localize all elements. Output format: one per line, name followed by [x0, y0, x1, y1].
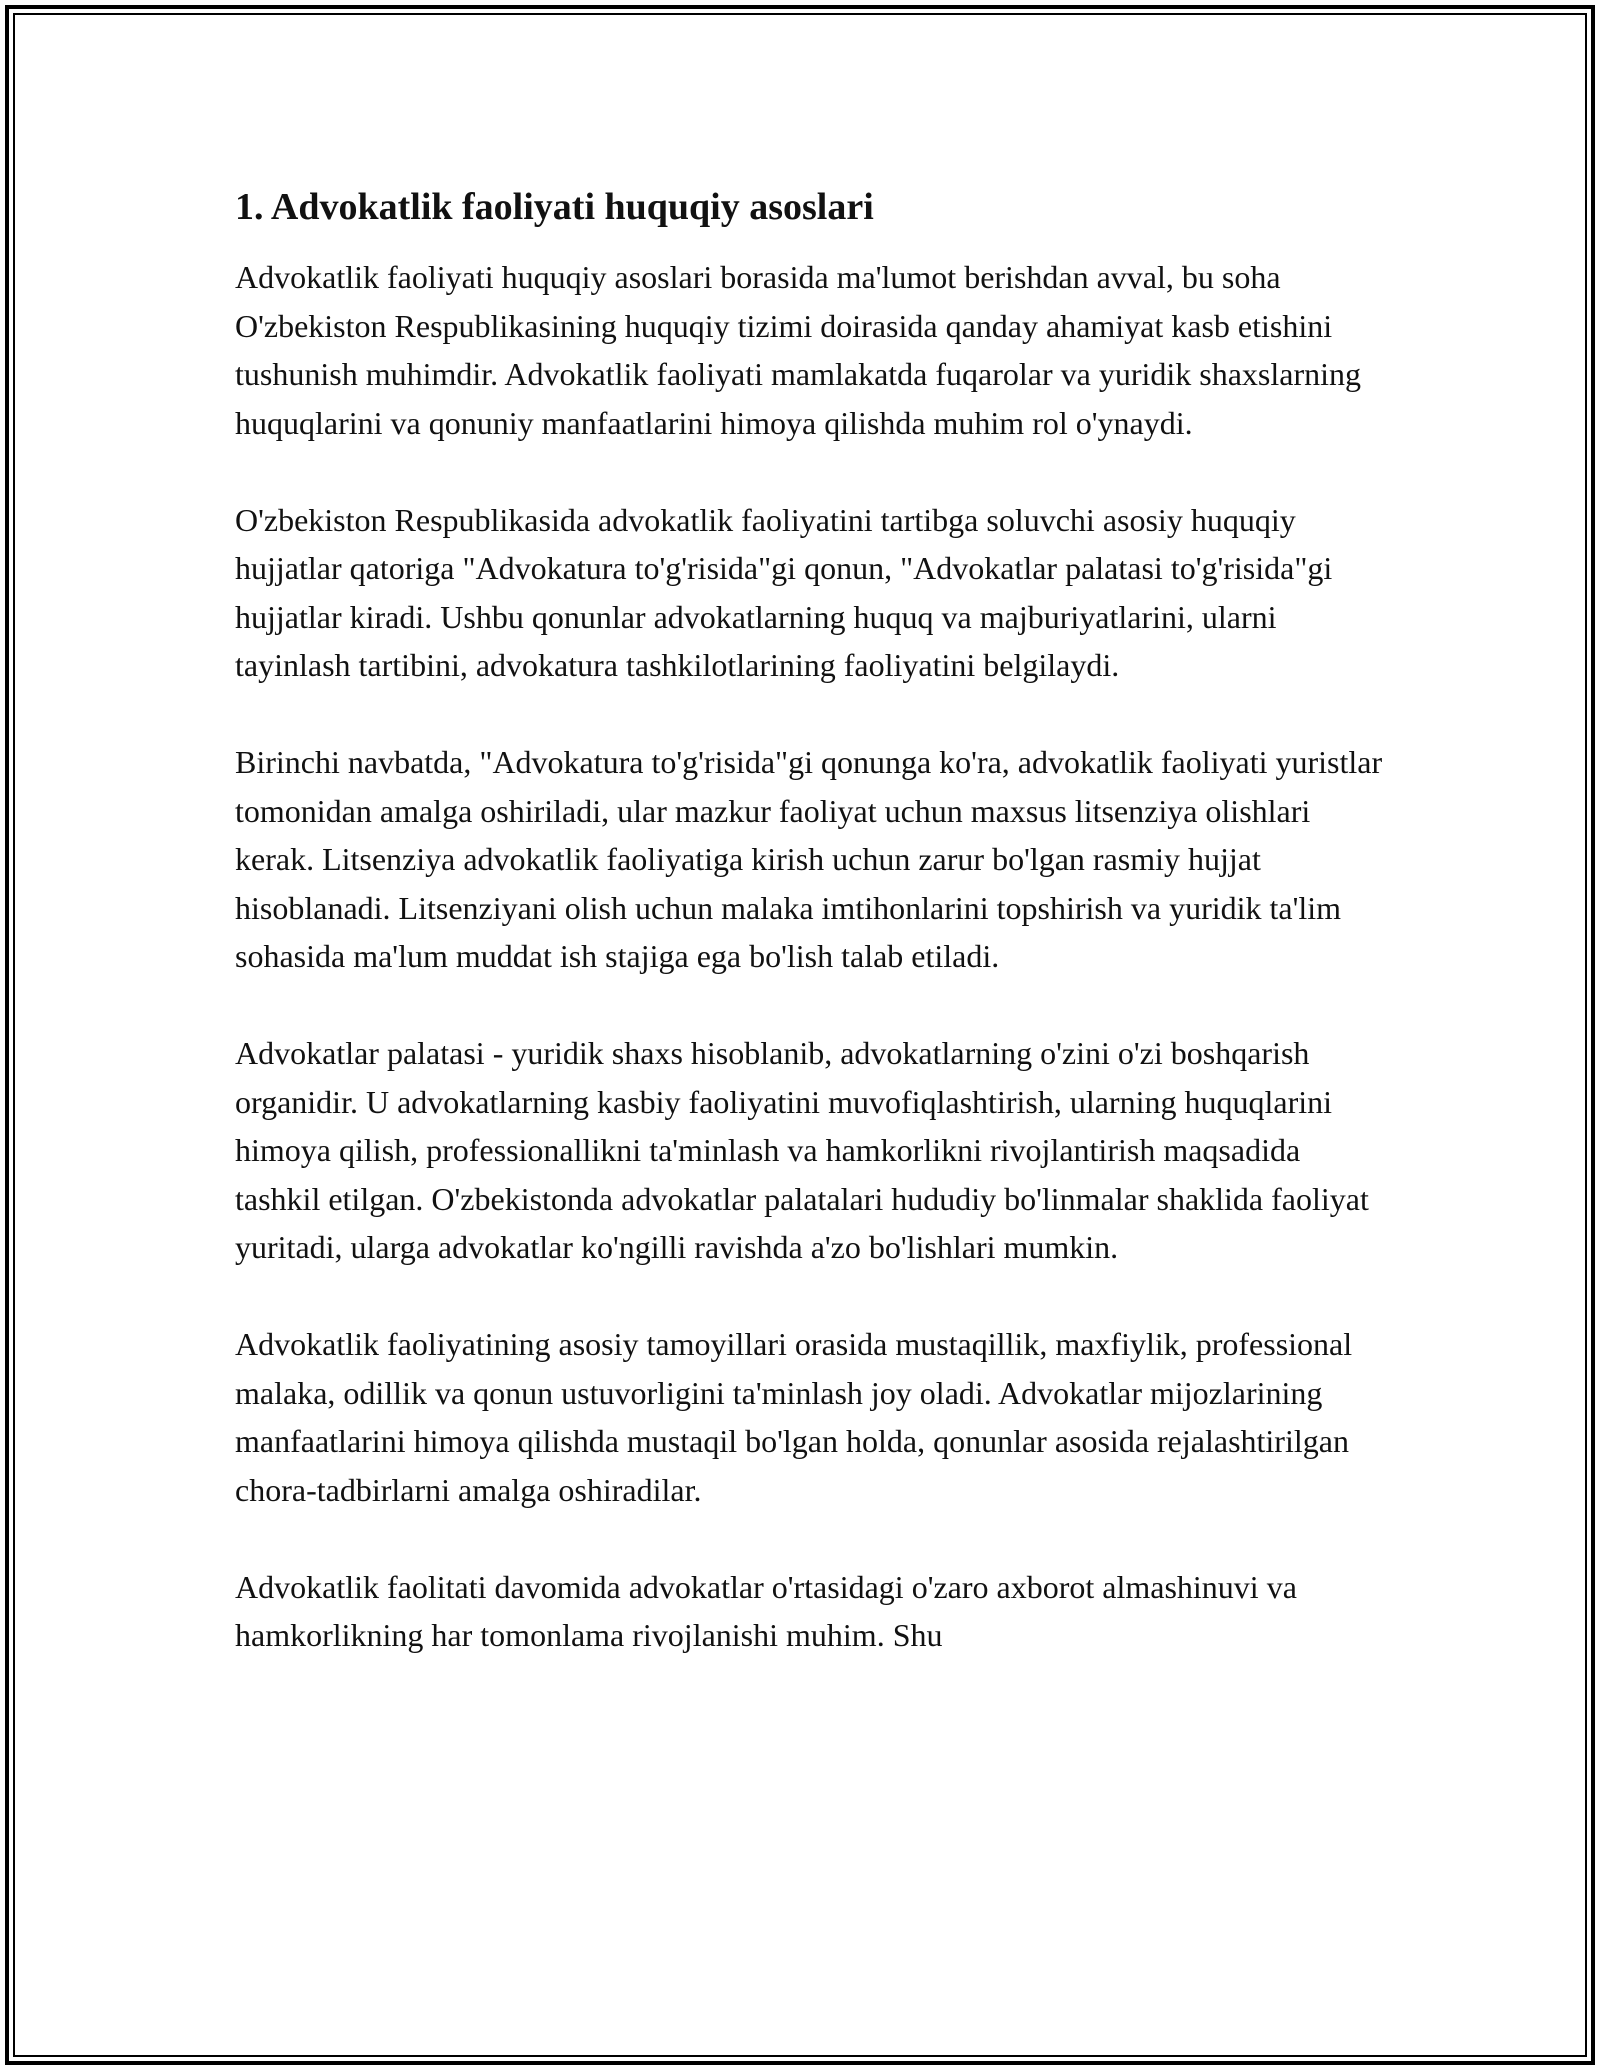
- paragraph-2: O'zbekiston Respublikasida advokatlik faoliyatini tartibga soluvchi asosiy huquqiy hujjatlar qatoriga "Advokatura to'g'risida"gi qonun, "Advokatlar palatasi to'g'risida"gi hujjatlar kiradi. Ushbu qonunlar advokatlarning huquq va majburiyatlarini, ularni tayinlash tartibini, advokatura tashkilotlarining faoliyatini belgilaydi.: [235, 501, 1333, 683]
- section-heading: 1. Advokatlik faoliyati huquqiy asoslari: [235, 186, 874, 228]
- paragraph-6: Advokatlik faolitati davomida advokatlar o'rtasidagi o'zaro axborot almashinuvi va hamkorlikning har tomonlama rivojlanishi muhim. Shu: [235, 1568, 1297, 1653]
- document-body: [235, 183, 1385, 1708]
- paragraph-3: Birinchi navbatda, "Advokatura to'g'risida"gi qonunga ko'ra, advokatlik faoliyati yuristlar tomonidan amalga oshiriladi, ular mazkur faoliyat uchun maxsus litsenziya olishlari kerak. Litsenziya advokatlik faoliyatiga kirish uchun zarur bo'lgan rasmiy hujjat hisoblanadi. Litsenziyani olish uchun malaka imtihonlarini topshirish va yuridik ta'lim sohasida ma'lum muddat ish stajiga ega bo'lish talab etiladi.: [235, 744, 1383, 974]
- paragraph-4: Advokatlar palatasi - yuridik shaxs hisoblanib, advokatlarning o'zini o'zi boshqarish organidir. U advokatlarning kasbiy faoliyatini muvofiqlashtirish, ularning huquqlarini himoya qilish, professionallikni ta'minlash va hamkorlikni rivojlantirish maqsadida tashkil etilgan. O'zbekistonda advokatlar palatalari hududiy bo'linmalar shaklida faoliyat yuritadi, ularga advokatlar ko'ngilli ravishda a'zo bo'lishlari mumkin.: [235, 1035, 1369, 1265]
- paragraph-5: Advokatlik faoliyatining asosiy tamoyillari orasida mustaqillik, maxfiylik, professional malaka, odillik va qonun ustuvorligini ta'minlash joy oladi. Advokatlar mijozlarining manfaatlarini himoya qilishda mustaqil bo'lgan holda, qonunlar asosida rejalashtirilgan chora-tadbirlarni amalga oshiradilar.: [235, 1326, 1353, 1508]
- paragraph-1: Advokatlik faoliyati huquqiy asoslari borasida ma'lumot berishdan avval, bu soha O'zbekiston Respublikasining huquqiy tizimi doirasida qanday ahamiyat kasb etishini tushunish muhimdir. Advokatlik faoliyati mamlakatda fuqarolar va yuridik shaxslarning huquqlarini va qonuniy manfaatlarini himoya qilishda muhim rol o'ynaydi.: [235, 259, 1362, 441]
